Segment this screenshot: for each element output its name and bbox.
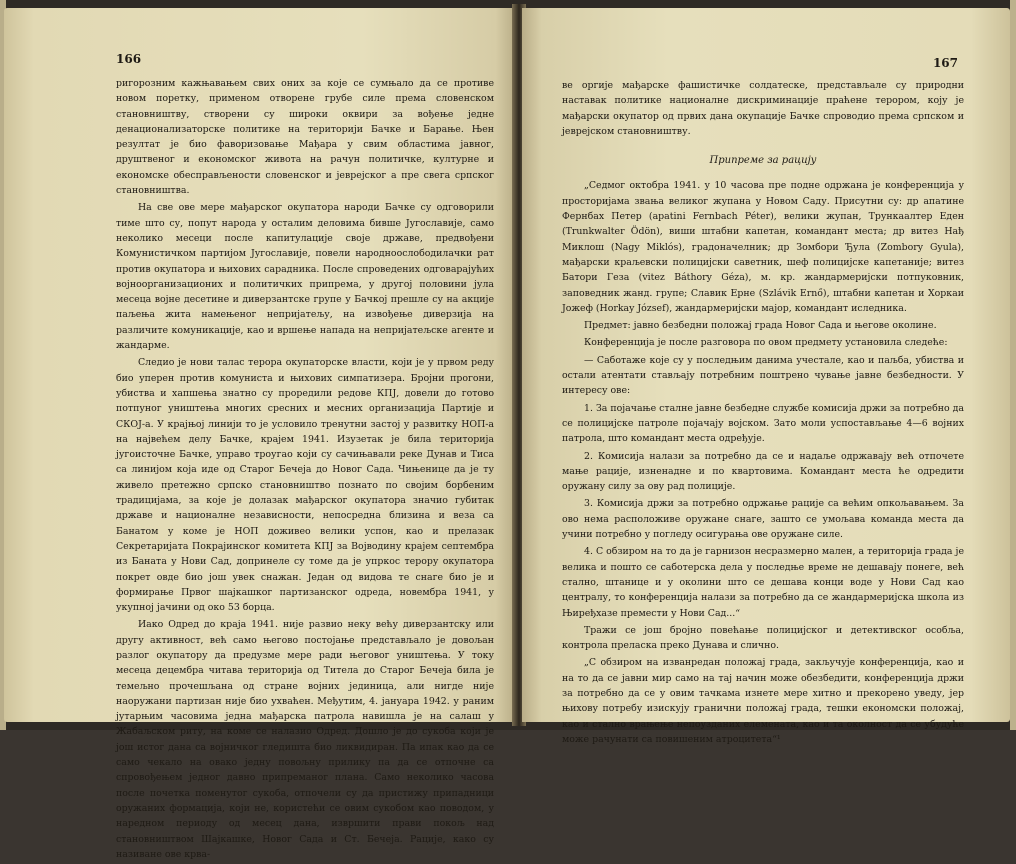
paragraph: Иако Одред до краја 1941. није развио неку већу диверзантску или другу активност, већ само његово постојање представљало је довољан разлог окупатору да предузме мере ради његовог уништења. У току месеца децембра читава територија од Тителa до Старог Бечеја била је темељно прочешљана од стране војних јединица, али нигде није наоружани партизан није био ухваћен. Међутим, 4. јануара 1942. у раним јутарњим часовима једна мађарска патрола навишла је на салаш у Жабаљском риту, на коме се налазио Одред. Дошло је до сукоба који је још истог дана са војничког гледишта био ликвидиран. Па ипак као да се само чекало на овако једну повољну прилику па да се отпочне са спровођењем једног давно припреманог плана. Само неколико часова после почетка поменутог сукоба, отпочели су да пристижу припадници оружаних формација, који не, користећи се овим сукобом као поводом, у наредном периоду од месец дана, извршити прави покољ над становништвом Шајкашке, Новог Сада и Ст. Бечеја. Рације, како су називане ове крва- [116, 619, 494, 860]
paragraph: Конференција је после разговора по овом предмету установила следеће: [584, 337, 948, 349]
paragraph: „Седмог октобра 1941. у 10 часова пре подне одржана је конференција у просторијама звања великог жупана у Новом Саду. Присутни су: др апатине Фернбах Петер (apatini Fernbach Péter), велики жупан, Трункаалтер Еден (Trunkwalter Ödön), виши штабни капетан, командант места; др витез Нађ Миклош (Nagy Miklós), градоначелник; др Зомбори Ђула (Zombory Gyula), мађарски краљевски полицијски саветник, шеф полицијске капетаније; витез Батори Геза (vitez Báthory Géza), м. кр. жандармеријски потпуковник, заповедник жанд. групе; Славик Ерне (Szlávik Ernő), штабни капетан и Хоркаи Јожеф (Horkay József), жандармеријски мајор, командант иследника. [562, 180, 964, 314]
page-number-right: 167 [932, 56, 958, 70]
paragraph: ве оргије мађарске фашистичке солдатеске, представљале су природни наставак политике националне дискриминације праћене терором, коју је мађарски окупатор од првих дана окупације Бачке спроводио према српском и јеврејском становништву. [562, 80, 964, 137]
right-page-text [562, 78, 964, 749]
paragraph: 2. Комисија налази за потребно да се и надаље одржавају већ отпочете мање рације, изненадне и по квартовима. Командант места ће одредити оружану силу за ову рад полиције. [562, 450, 964, 493]
left-page [4, 8, 516, 860]
section-title: Припреме за рацију [709, 155, 817, 167]
paragraph: Следио је нови талас терора окупаторске власти, који је у првом реду био уперен против комуниста и њихових симпатизера. Бројни прогони, убиства и хапшења знатно су проредили редове КПЈ, довели до готово потпуног уништења многих сресних и месних организација Партије и СКОЈ-а. У крајњој линији то је условило тренутни застој у развитку НОП-а на највећем делу Бачке, крајем 1941. Изузетак је била територија југоисточне Бачке, управо троугао који су сачињавали реке Дунав и Тиса са линијом која иде од Старог Бечеја до Новог Сада. Чињенице да је ту живело претежно српско становништво познато по својим борбеним традицијама, за које је долазак мађарског окупатора значио губитак државе и националне независности, непосредна близина и веза са Банатом у коме је НОП доживео велики успон, као и прелазак Секретаријата Покрајинског комитета КПЈ за Војводину крајем септембра из Баната у Нови Сад, допринеле су томе да је упркос терору окупатора покрет овде био још увек снажан. Један од видова те снаге био је и формирање Првог шајкашког партизанског одреда, новембра 1941, у укупној јачини од око 53 борца. [116, 357, 494, 614]
paragraph: — Саботаже које су у последњим данима учестале, као и паљба, убиства и остали атентати стављају потребним поштрено чување јавне безбедности. У интересу ове: [562, 354, 964, 397]
paragraph: 3. Комисија држи за потребно одржање рације са већим опкољавањем. За ово нема расположиве оружане снаге, зашто се умољава команда места да учини потребно у погледу осигурања ове оружане силе. [562, 498, 964, 541]
right-page [522, 8, 1010, 745]
paragraph: 4. С обзиром на то да је гарнизон несразмерно мален, а територија града је велика и пошто се саботерска дела у последње време не дешавају понеге, већ стално, штанице и у околини што се дешава конци воде у Нови Сад као централу, то конференција налази за потребно да се жандармеријска школа из Њиређхазе премести у Нови Сад...“ [562, 546, 964, 619]
paragraph: На све ове мере мађарског окупатора народи Бачке су одговорили тиме што су, попут народа у осталим деловима бивше Југославије, само неколико месеци после капитулације своје државе, предвођени Комунистичком партијом Југославије, повели народноослободилачки рат против окупатора и њихових сарадника. После спроведених одговарајућих војноорганизационих и политичких припрема, у другој половини јула месеца војне десетине и диверзантске групе у Бачкој прешле су на акције паљења жита намењеног непријатељу, на извођење диверзија на различите комуникације, као и вршење напада на непријатељске агенте и жандарме. [116, 202, 494, 352]
right-page-edge [1010, 0, 1016, 730]
paragraph: Предмет: јавно безбедни положај града Новог Сада и његове околине. [584, 320, 937, 332]
page-number-left: 166 [116, 52, 142, 66]
left-page-text [116, 76, 494, 864]
paragraph: 1. За појачање сталне јавне безбедне службе комисија држи за потребно да се полицијске патроле појачају војском. Зато моли успостављање 4—6 војних патрола, што командант места одређује. [562, 402, 964, 445]
paragraph: Тражи се још бројно повећање полицијског и детективског особља, контрола преласка преко Дунава и слично. [562, 624, 964, 652]
paragraph: ригорозним кажњавањем свих оних за које се сумњало да се противе новом поретку, применом отворене грубе силе према словенском становништву, створени су широки оквири за вођење једне денационализаторске политике на територији Бачке и Барање. Њен резултат је био фаворизовање Мађара у свим областима јавног, друштвеног и економског живота на рачун политичке, културне и економске обесправљености словенског и јеврејског а пре свега српског становништва. [116, 78, 494, 197]
paragraph: „С обзиром на изванредан положај града, закључује конференција, као и на то да се јавни мир само на тај начин може обезбедити, конференција држи за потребно да се у овим тачкама изнете мере хитно и прекорено уведу, јер њихову потребу изискују гранични положај града, тешки економски положај, као и стално врањење непоузданих елемената, као и та околност да се убудуће може рачунати са повишеним атроцитета“¹ [562, 657, 964, 745]
